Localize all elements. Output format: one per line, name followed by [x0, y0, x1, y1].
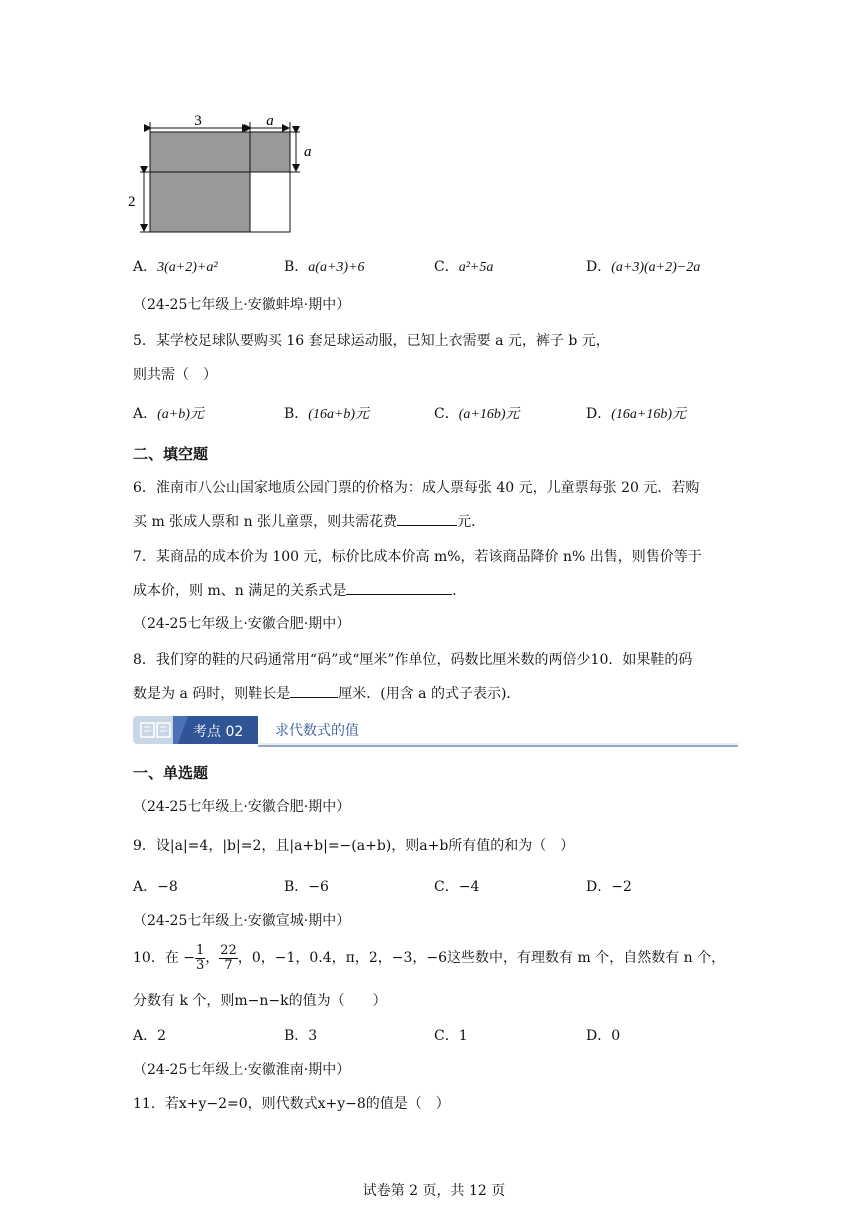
- source-tag: （24-25七年级上·安徽宣城·期中）: [133, 913, 351, 929]
- q10-option-b: B．3: [284, 1028, 318, 1044]
- topic-tag: 考点 02: [193, 724, 244, 740]
- source-tag: （24-25七年级上·安徽合肥·期中）: [133, 616, 351, 632]
- white-rect-bottom-right: [250, 172, 290, 232]
- shaded-rect-top-left: [150, 132, 250, 172]
- shaded-rect-top-right: [250, 132, 290, 172]
- fraction-22-sevenths: $\frac{22}{7}$: [220, 942, 237, 973]
- source-tag: （24-25七年级上·安徽淮南·期中）: [133, 1062, 351, 1078]
- topic-banner: [133, 713, 738, 747]
- q4-option-d: D．(a+3)(a+2)−2a: [586, 259, 701, 275]
- label-a-right: a: [304, 144, 312, 160]
- q5-option-a: A．(a+b)元: [133, 406, 204, 422]
- q6-line2: 买 m 张成人票和 n 张儿童票，则共需花费 元．: [133, 511, 485, 531]
- q7-line2: 成本价，则 m、n 满足的关系式是 ．: [133, 580, 466, 600]
- q10-line2: 分数有 k 个，则m−n−k的值为（ ）: [133, 993, 387, 1009]
- section-heading-fill-in: 二、填空题: [133, 445, 209, 463]
- page-footer: 试卷第 2 页，共 12 页: [362, 1183, 506, 1199]
- q10-option-a: A．2: [133, 1028, 167, 1044]
- q10-option-d: D．0: [586, 1028, 621, 1044]
- q8-line2: 数是为 a 码时，则鞋长是 厘米．(用含 a 的式子表示)．: [133, 683, 520, 703]
- label-3: 3: [194, 113, 202, 129]
- area-diagram: [120, 108, 320, 238]
- shaded-rect-bottom-left: [150, 172, 250, 232]
- q8-answer-blank[interactable]: [290, 683, 338, 698]
- q9-option-c: C．−4: [434, 879, 480, 895]
- topic-title: 求代数式的值: [275, 723, 359, 739]
- q6-answer-blank[interactable]: [397, 511, 457, 526]
- q7-line1: 7．某商品的成本价为 100 元，标价比成本价高 m%，若该商品降价 n% 出售，则售价等于: [133, 549, 702, 565]
- label-a-top: a: [266, 113, 274, 129]
- q5-option-d: D．(16a+16b)元: [586, 406, 687, 422]
- q9-option-d: D．−2: [586, 879, 632, 895]
- book-icon: [133, 713, 173, 747]
- q5-line1: 5．某学校足球队要购买 16 套足球运动服，已知上衣需要 a 元，裤子 b 元，: [133, 333, 610, 349]
- q5-option-b: B．(16a+b)元: [284, 406, 370, 422]
- q6-line1: 6．淮南市八公山国家地质公园门票的价格为：成人票每张 40 元，儿童票每张 20 元．若购: [133, 480, 700, 496]
- q4-option-b: B．a(a+3)+6: [284, 259, 365, 275]
- q11-stem: 11．若x+y−2=0，则代数式x+y−8的值是（ ）: [133, 1096, 450, 1112]
- q9-stem: 9．设|a|=4，|b|=2，且|a+b|=−(a+b)，则a+b所有值的和为（ ）: [133, 838, 575, 854]
- q10-option-c: C．1: [434, 1028, 468, 1044]
- q8-line1: 8．我们穿的鞋的尺码通常用“码”或“厘米”作单位，码数比厘米数的两倍少10．如果鞋的码: [133, 652, 693, 668]
- fraction-one-third: $\frac{1}{3}$: [196, 942, 205, 973]
- q9-option-b: B．−6: [284, 879, 329, 895]
- q10-line1: 10．在 − $\frac{1}{3}$ ， $\frac{22}{7}$ ，0，−1，0.4，π，2，−3，−6这些数中，有理数有 m 个，自然数有 n 个，: [133, 942, 726, 973]
- q9-option-a: A．−8: [133, 879, 178, 895]
- q4-option-a: A．3(a+2)+a²: [133, 259, 218, 275]
- q5-option-c: C．(a+16b)元: [434, 406, 520, 422]
- q4-option-c: C．a²+5a: [434, 259, 494, 275]
- label-2: 2: [128, 194, 136, 210]
- source-tag: （24-25七年级上·安徽合肥·期中）: [133, 799, 351, 815]
- section-heading-single-choice: 一、单选题: [133, 764, 209, 782]
- source-tag: （24-25七年级上·安徽蚌埠·期中）: [133, 297, 351, 313]
- q7-answer-blank[interactable]: [346, 580, 452, 595]
- q5-line2: 则共需（ ）: [133, 367, 217, 383]
